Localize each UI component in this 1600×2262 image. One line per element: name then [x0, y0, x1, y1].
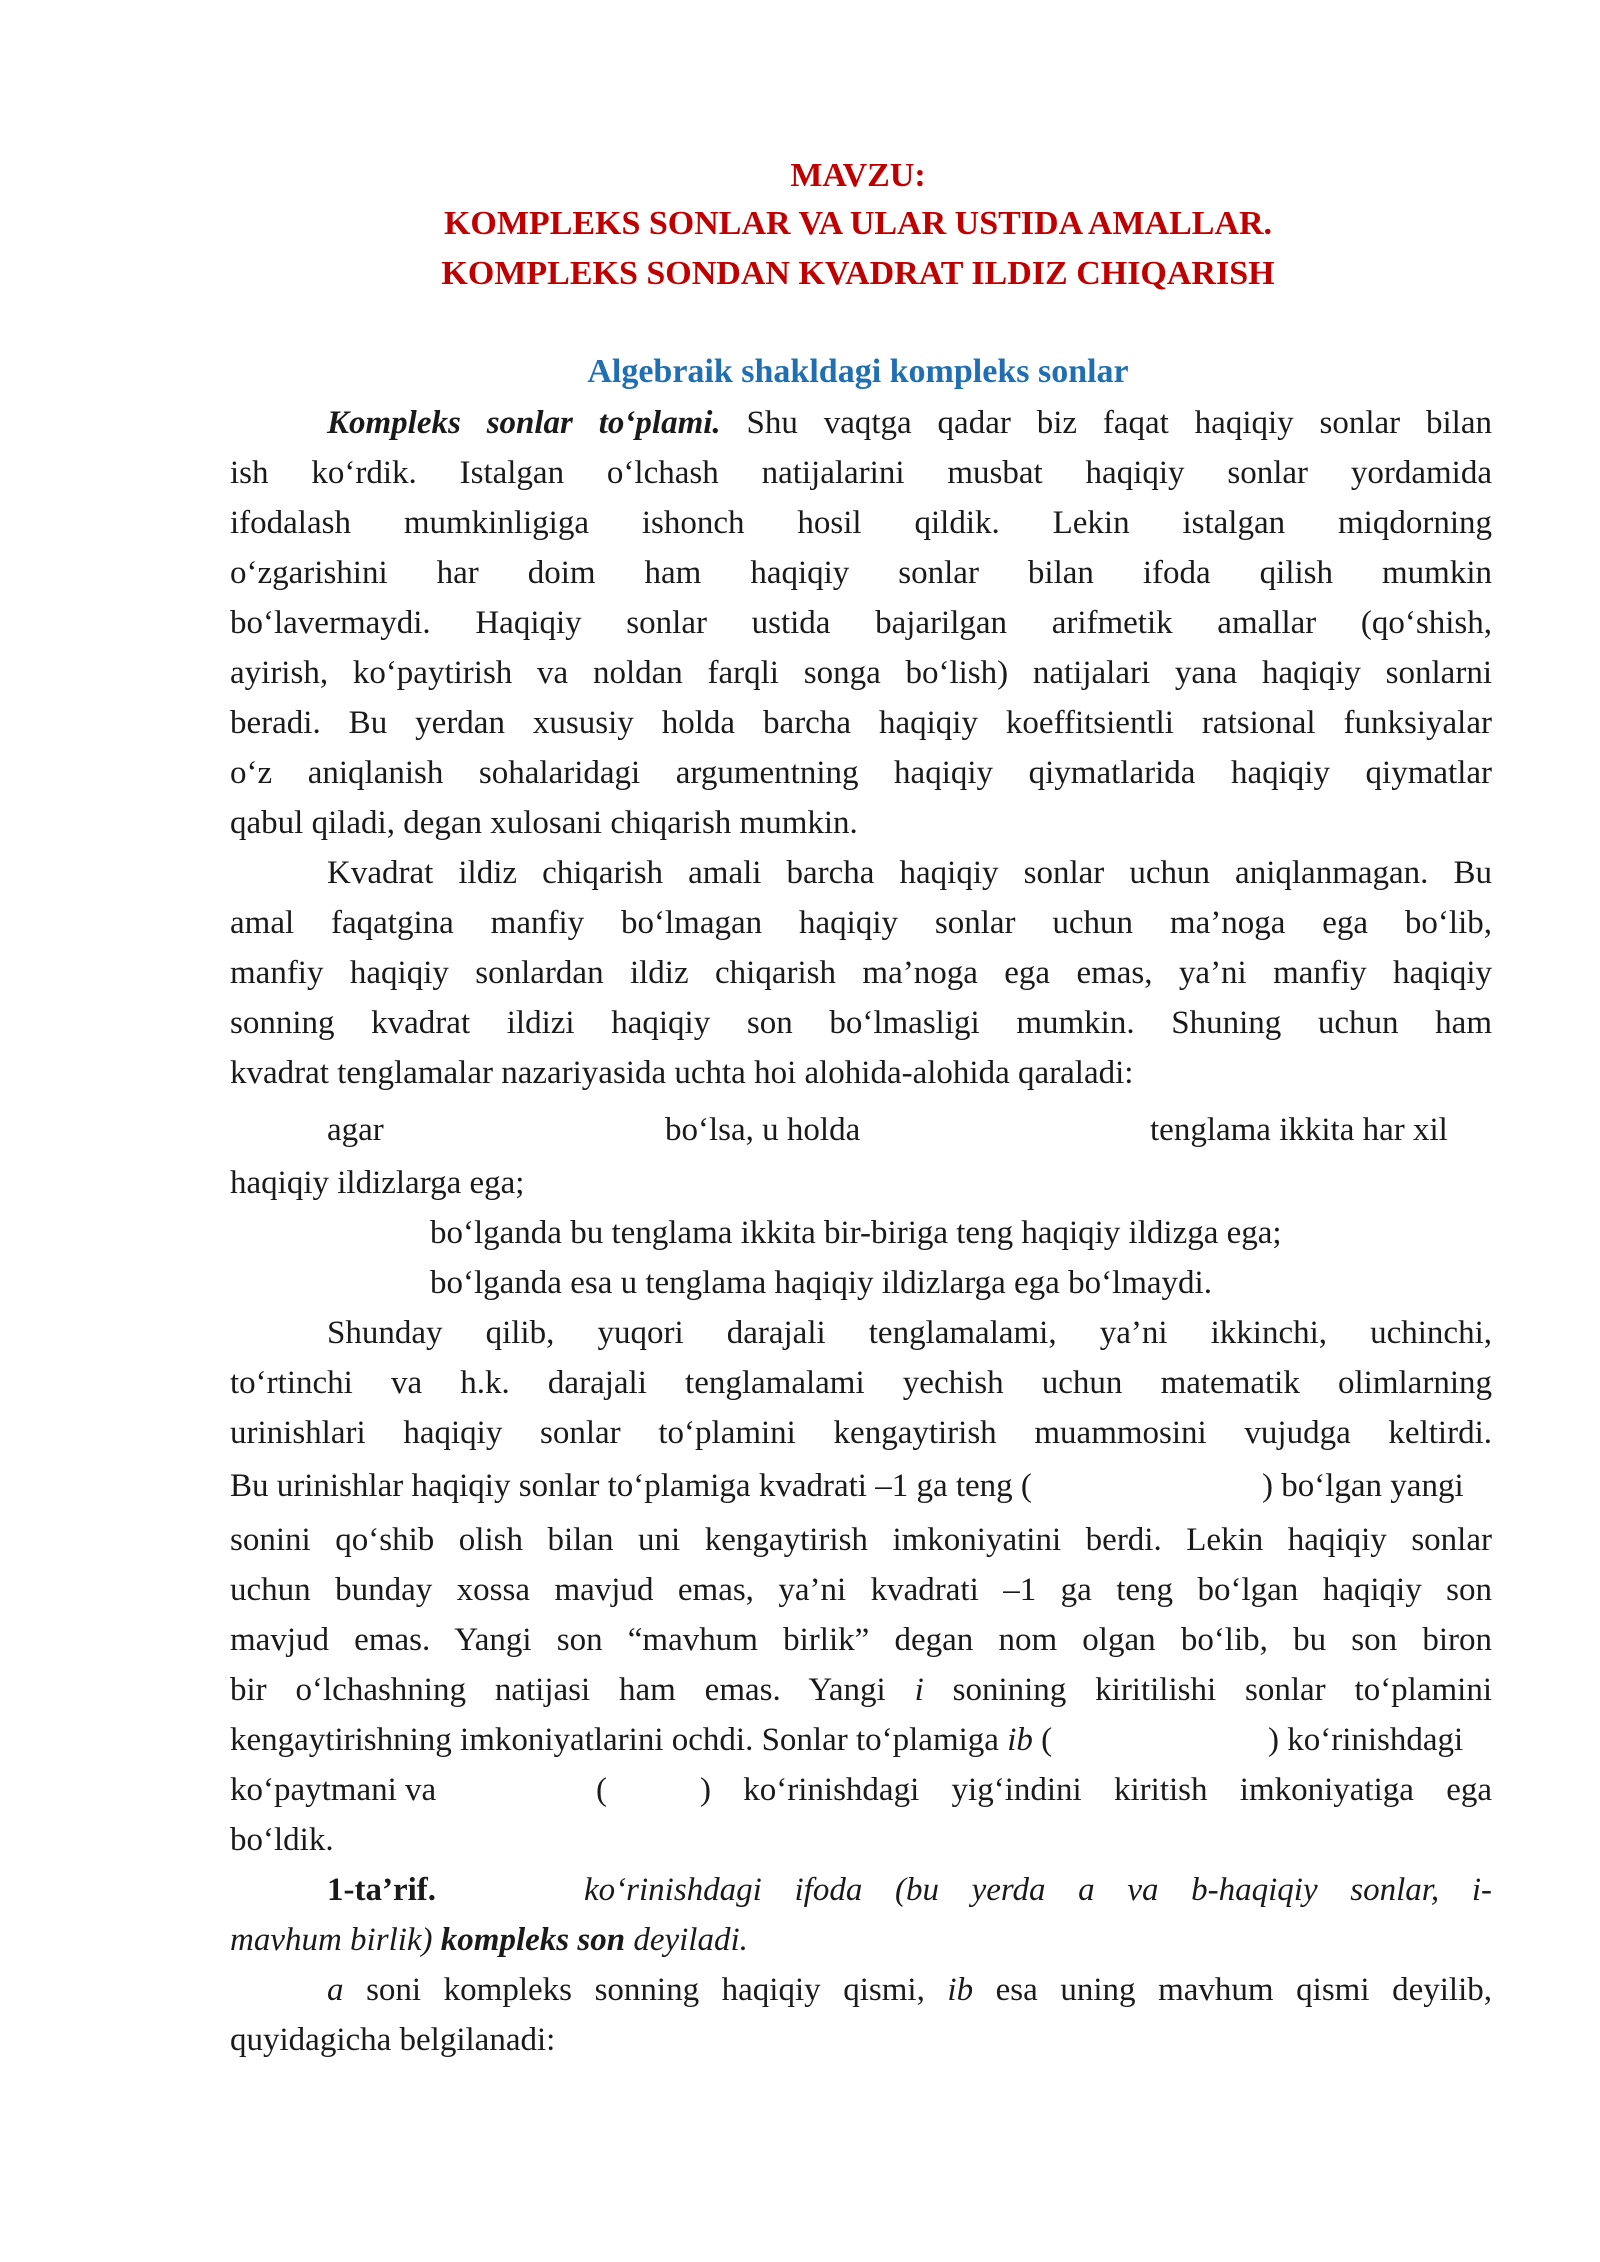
section-heading: Algebraik shakldagi kompleks sonlar [587, 353, 1129, 390]
paragraph-1-line-1-text: Shu vaqtga qadar biz faqat haqiqiy sonlar bilan [746, 405, 1492, 441]
paragraph-3-line-9-a: kengaytirishning imkoniyatlarini ochdi. Sonlar to‘plamiga [230, 1722, 999, 1758]
definition-line-2-c: deyiladi. [633, 1922, 748, 1958]
paragraph-3-line-9-end: ) ko‘rinishdagi [1268, 1722, 1464, 1758]
paragraph-1-line-1 [327, 398, 1492, 448]
paragraph-3-line-5: sonini qo‘shib olish bilan uni kengaytirish imkoniyatini berdi. Lekin haqiqiy sonlar [230, 1522, 1492, 1558]
case-2: bo‘lganda bu tenglama ikkita bir-biriga teng haqiqiy ildizga ega; [430, 1215, 1282, 1251]
term-ib-2: ib [947, 1972, 974, 2008]
case-1-condition: bo‘lsa, u holda [665, 1112, 861, 1148]
variable-a: a [327, 1972, 344, 2008]
case-1-continuation: haqiqiy ildizlarga ega; [230, 1165, 525, 1201]
definition-line-2 [230, 1915, 1492, 1965]
paragraph-2-line-4: sonning kvadrat ildizi haqiqiy son bo‘lmasligi mumkin. Shuning uchun ham [230, 1005, 1492, 1041]
paragraph-3-line-11: bo‘ldik. [230, 1822, 334, 1858]
definition-line-1: ko‘rinishdagi ifoda (bu yerda a va b-haqiqiy sonlar, i- [584, 1872, 1492, 1908]
paragraph-2-line-2: amal faqatgina manfiy bo‘lmagan haqiqiy sonlar uchun ma’noga ega bo‘lib, [230, 905, 1492, 941]
term-ib: ib [1007, 1722, 1033, 1758]
paragraph-1-line-8: o‘z aniqlanish sohalaridagi argumentning haqiqiy qiymatlarida haqiqiy qiymatlar [230, 755, 1492, 791]
paragraph-1-line-4: o‘zgarishini har doim ham haqiqiy sonlar bilan ifoda qilish mumkin [230, 555, 1492, 591]
definition-line-2-a: mavhum birlik) [230, 1922, 433, 1958]
paragraph-3-line-10-end: ) ko‘rinishdagi yig‘indini kiritish imkoniyatiga ega [700, 1772, 1492, 1808]
paragraph-3-line-7: mavjud emas. Yangi son “mavhum birlik” degan nom olgan bo‘lib, bu son biron [230, 1622, 1492, 1658]
paragraph-3-line-4-end: ) bo‘lgan yangi [1262, 1468, 1464, 1504]
definition-label: 1-ta’rif. [327, 1872, 437, 1908]
paragraph-1-line-3: ifodalash mumkinligiga ishonch hosil qildik. Lekin istalgan miqdorning [230, 505, 1492, 541]
paragraph-3-line-1: Shunday qilib, yuqori darajali tenglamalami, ya’ni ikkinchi, uchinchi, [327, 1315, 1492, 1351]
paragraph-3-line-8 [230, 1665, 1492, 1715]
paragraph-3-line-10-start: ko‘paytmani va [230, 1772, 437, 1808]
imaginary-unit-i: i [914, 1672, 924, 1708]
paragraph-1-line-6: ayirish, ko‘paytirish va noldan farqli songa bo‘lish) natijalari yana haqiqiy sonlarni [230, 655, 1492, 691]
definition-term: kompleks son [440, 1922, 626, 1958]
paragraph-3-line-8-b: sonining kiritilishi sonlar to‘plamini [952, 1672, 1492, 1708]
case-1-result: tenglama ikkita har xil [1150, 1112, 1448, 1148]
paragraph-1-line-9: qabul qiladi, degan xulosani chiqarish mumkin. [230, 805, 858, 841]
paragraph-2-line-5: kvadrat tenglamalar nazariyasida uchta hoi alohida-alohida qaraladi: [230, 1055, 1134, 1091]
paragraph-1-line-7: beradi. Bu yerdan xususiy holda barcha haqiqiy koeffitsientli ratsional funksiyalar [230, 705, 1492, 741]
paragraph-3-line-10-paren: ( [596, 1772, 607, 1808]
paragraph-4-line-1-a: soni kompleks sonning haqiqiy qismi, [366, 1972, 925, 2008]
paragraph-2-line-1: Kvadrat ildiz chiqarish amali barcha haqiqiy sonlar uchun aniqlanmagan. Bu [327, 855, 1492, 891]
paragraph-3-line-8-a: bir o‘lchashning natijasi ham emas. Yangi [230, 1672, 886, 1708]
paragraph-3-line-9-paren: ( [1041, 1722, 1053, 1758]
paragraph-1-lead: Kompleks sonlar to‘plami. [327, 405, 721, 441]
case-3: bo‘lganda esa u tenglama haqiqiy ildizlarga ega bo‘lmaydi. [430, 1265, 1212, 1301]
paragraph-2-line-3: manfiy haqiqiy sonlardan ildiz chiqarish ma’noga ega emas, ya’ni manfiy haqiqiy [230, 955, 1492, 991]
title-mavzu: MAVZU: [790, 157, 926, 194]
title-line-3: KOMPLEKS SONDAN KVADRAT ILDIZ CHIQARISH [441, 255, 1275, 292]
paragraph-3-line-2: to‘rtinchi va h.k. darajali tenglamalami yechish uchun matematik olimlarning [230, 1365, 1492, 1401]
paragraph-4-line-1-b: esa uning mavhum qismi deyilib, [995, 1972, 1493, 2008]
paragraph-3-line-6: uchun bunday xossa mavjud emas, ya’ni kvadrati –1 ga teng bo‘lgan haqiqiy son [230, 1572, 1492, 1608]
paragraph-4-line-1 [327, 1965, 1492, 2015]
case-1-agar: agar [327, 1112, 384, 1148]
paragraph-3-line-3: urinishlari haqiqiy sonlar to‘plamini kengaytirish muammosini vujudga keltirdi. [230, 1415, 1492, 1451]
title-line-2: KOMPLEKS SONLAR VA ULAR USTIDA AMALLAR. [443, 205, 1273, 242]
paragraph-1-line-5: bo‘lavermaydi. Haqiqiy sonlar ustida bajarilgan arifmetik amallar (qo‘shish, [230, 605, 1492, 641]
paragraph-1-line-2: ish ko‘rdik. Istalgan o‘lchash natijalarini musbat haqiqiy sonlar yordamida [230, 455, 1492, 491]
paragraph-3-line-4-start: Bu urinishlar haqiqiy sonlar to‘plamiga kvadrati –1 ga teng ( [230, 1468, 1032, 1504]
paragraph-3-line-9-start [230, 1715, 1052, 1765]
paragraph-4-line-2: quyidagicha belgilanadi: [230, 2022, 556, 2058]
